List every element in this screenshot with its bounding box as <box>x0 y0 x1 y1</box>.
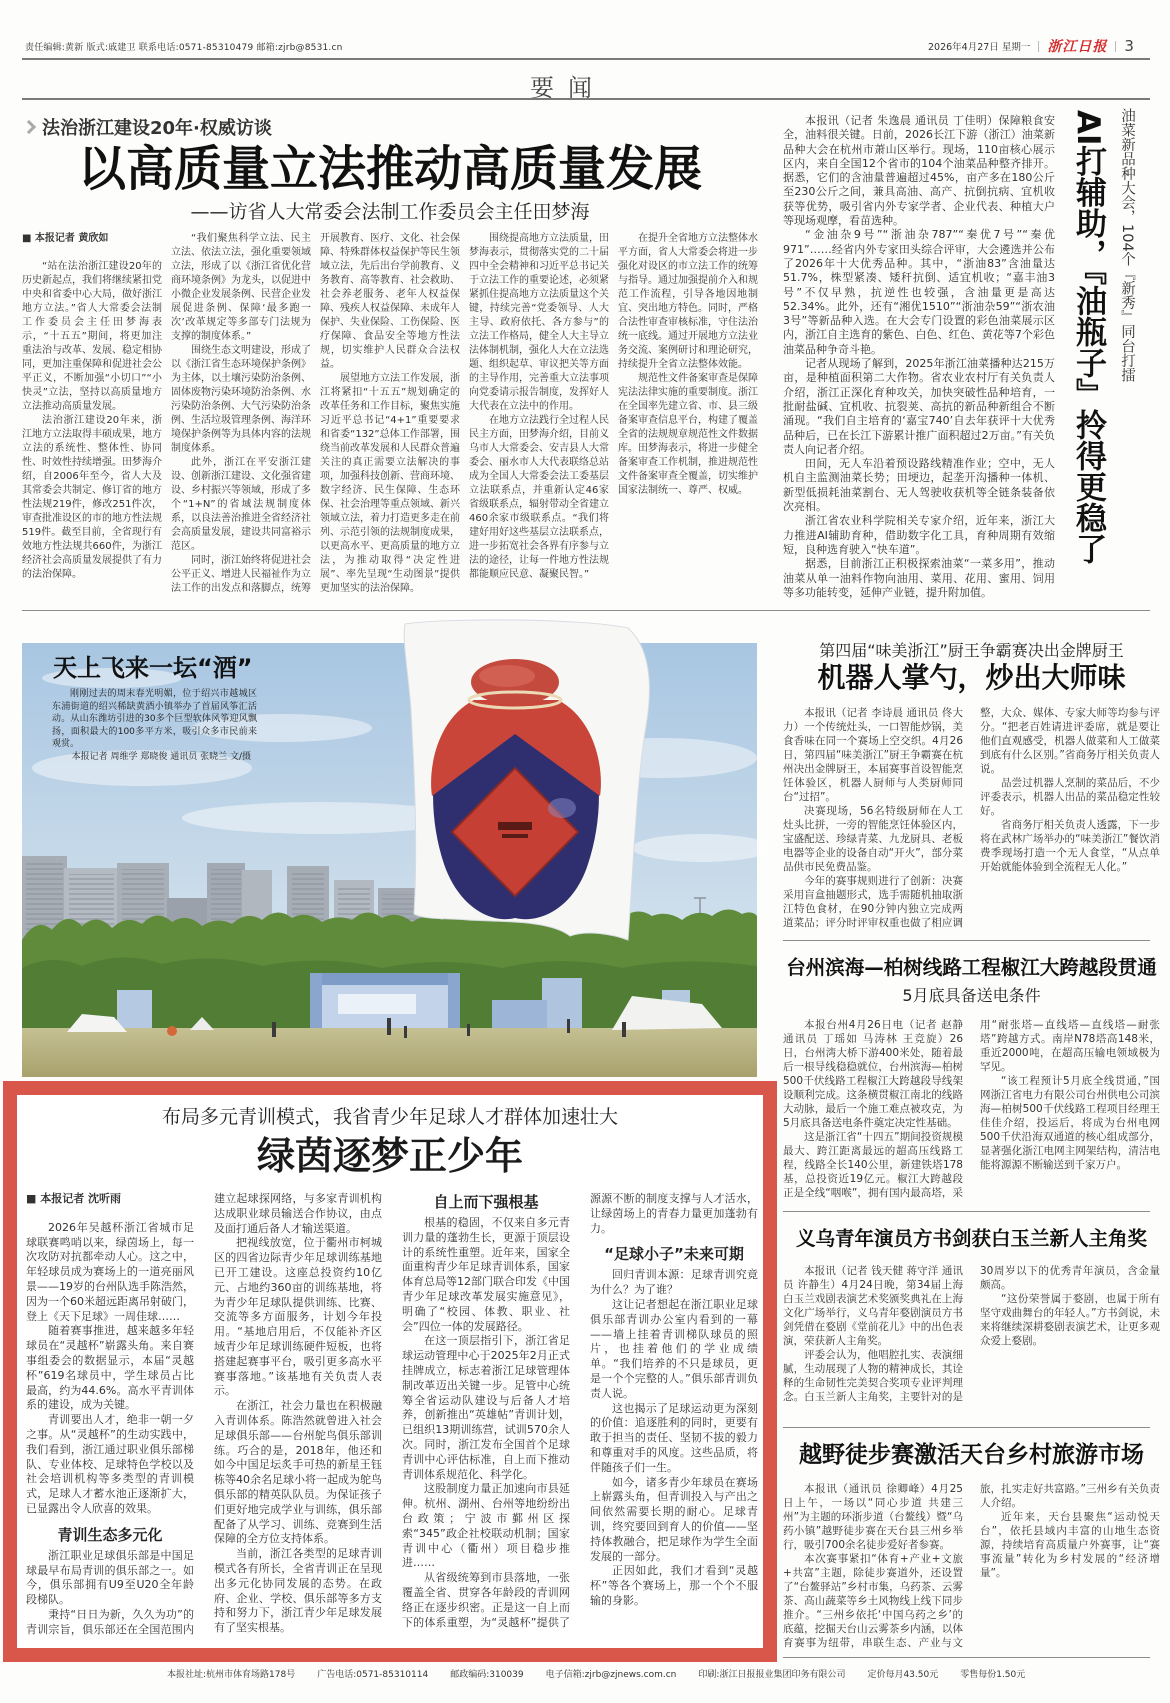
person <box>467 1024 470 1036</box>
jar-highlight <box>548 798 576 818</box>
lead-kicker <box>24 114 272 140</box>
lead-headline: 以高质量立法推动高质量发展 <box>77 141 702 197</box>
paragraph: “金油杂9号”“浙油杂787”“秦优7号”“秦优971”……经省内外专家田头综合评审，大会遴选并公布了2026年十大优秀品种。其中，“浙油83”含油量达51.7%，株型紧凑、矮秆抗倒、适宜机收；“嘉丰油3号”不仅早熟，抗逆性也较强，含油量更是高达52.34%。此外，还有“湘优1510”“浙油杂59”“浙农油3号”等新品种入选。在大会专门设置的彩色油菜展示区内，浙江自主选育的紫色、白色、红色、黄花等7个彩色油菜品种争奇斗艳。 <box>783 228 1055 356</box>
paragraph: 品尝过机器人烹制的菜品后，不少评委表示，机器人出品的菜品稳定性较好。 <box>980 777 1160 817</box>
photo-caption <box>52 688 257 763</box>
paragraph: 秉持“日日为新，久久为功”的青训宗旨，俱乐部还在全国范围内建立起球探网络，与多家青训机构达成职业球员输送合作协议，由点及面打通后备人才输送渠道。 <box>26 1192 382 1636</box>
paragraph: 青训要出人才，绝非一朝一夕之事。从“灵越杯”的生动实践中，我们看到，浙江通过职业俱乐部梯队、专业体校、足球特色学校以及社会培训机构等多类型的青训模式，足球人才蓄水池正逐渐扩大，已显露出令人欣喜的效果。 <box>26 1413 194 1515</box>
bottom-rule <box>783 1657 1150 1658</box>
person <box>404 1026 407 1038</box>
footer-monthly-price: 定价每月43.50元 <box>867 1670 939 1680</box>
section-subhead: 青训生态多元化 <box>57 1525 163 1544</box>
football-headline: 绿茵逐梦正少年 <box>256 1134 523 1178</box>
photo-title: 天上飞来一坛“酒” <box>53 654 253 682</box>
paragraph: 近年来，天台县聚焦“运动悦天台”，依托县域内丰富的山地生态资源，持续培育高质量户外赛事，让“赛事流量”转化为乡村发展的“经济增量”。 <box>980 1511 1160 1579</box>
actor-headline: 义乌青年演员方书剑获白玉兰新人主角奖 <box>795 1227 1147 1250</box>
booth <box>492 1000 547 1030</box>
paragraph: 把视线放宽，位于衢州市柯城区的四省边际青少年足球训练基地已开工建设。这座总投资约10亿元、占地约360亩的训练基地，将为青少年足球队提供训练、比赛、交流等多方面服务，计划今年投用。“基地启用后，不仅能补齐区域青少年足球训练硬件短板，也将搭建起赛事平台，吸引更多高水平赛事落地。”该基地有关负责人表示。 <box>214 1236 382 1398</box>
hiking-article-body <box>783 1482 1160 1650</box>
football-article-body <box>26 1192 758 1638</box>
section-subhead: “足球小子”未来可期 <box>604 1245 744 1264</box>
stage-post <box>310 973 322 1033</box>
person <box>272 1022 276 1037</box>
paragraph: 从省级统筹到市县落地，一张覆盖全省、贯穿各年龄段的青训网络正在逐步织密。正是这一自上而下的体系重塑，为“灵越杯”提供了源源不断的制度支撑与人才活水，让绿茵场上的青春力量更加蓬勃有力。 <box>402 1192 758 1629</box>
paragraph: 规范性文件备案审查是保障宪法法律实施的重要制度。浙江在全国率先建立省、市、县三级备案审查信息平台，构建了覆盖全省的法规规章规范性文件数据库。田梦海表示，将进一步健全备案审查工作机制，推进规范性文件备案审查全覆盖，切实维护国家法制统一、尊严、权威。 <box>618 373 758 496</box>
paper-logo: 浙江日报 <box>1047 39 1108 55</box>
paragraph: 本报讯（记者 李诗晨 通讯员 佟大力）一个传统灶头，一口智能炒锅，美食香味在同一个赛场上空交织。4月26日，第四届“味美浙江”厨王争霸赛在杭州决出金牌厨王，本届赛事首设智能烹饪体验区，机器人厨师与人类厨师同台“过招”。 <box>783 707 963 803</box>
paragraph: 在浙江，社会力量也在积极融入青训体系。陈浩然就曾进入社会足球俱乐部——台州鸵鸟俱乐部训练。巧合的是，2018年，他还和如今中国足坛炙手可热的新星王钰栋等40余名足球小将一起成为鸵鸟俱乐部的精英队队员。为保证孩子们更好地完成学业与训练，俱乐部配备了从学习、训练、竞赛到生活保障的全方位支持体系。 <box>214 1399 382 1546</box>
paragraph: 本报讯（通讯员 徐卿峰）4月25日上午，一场以“同心步道 共建三州”为主题的环浙步道（台鳌线）暨“乌药小镇”越野徒步赛在天台县三州乡举行，吸引700余名徒步爱好者参赛。 <box>783 1483 963 1551</box>
wine-jar-kite <box>404 620 649 940</box>
separator <box>1038 41 1039 52</box>
paragraph: 法治浙江建设20年来，浙江地方立法取得丰硕成果，地方立法的系统性、整体性、协同性、时效性持续增强。田梦海介绍，自2006年至今，省人大及其常委会共制定、修订省的地方性法规219件，修改251件次，审查批准设区的市的地方性法规519件。截至目前，全省现行有效地方性法规共660件，为浙江经济社会高质量发展提供了有力的法治保障。 <box>22 415 162 580</box>
paragraph: 围绕生态文明建设，形成了以《浙江省生态环境保护条例》为主体，以土壤污染防治条例、固体废物污染环境防治条例、水污染防治条例、大气污染防治条例、生活垃圾管理条例、海洋环境保护条例等为具体内容的法规制度体系。 <box>171 345 311 454</box>
grass-field <box>22 1028 757 1077</box>
paragraph: 这股制度力量正加速向市县延伸。杭州、湖州、台州等地纷纷出台政策；宁波市鄞州区探索“345”政企社校联动机制；国家青训中心（衢州）项目稳步推进…… <box>402 1482 570 1570</box>
paragraph: 本报讯（记者 朱逸晨 通讯员 丁佳明）保障粮食安全，油料很关键。日前，2026长江下游（浙江）油菜新品种大会在杭州市萧山区举行。现场，110亩核心展示区内，来自全国12个省市的104个油菜品种整齐排开。据悉，它们的含油量普遍超过45%，亩产多在180公斤至230公斤之间，兼具高油、高产、抗倒抗病、宜机收获等优势，吸引省内外专家学者、企业代表、种植大户等现场观摩，看苗选种。 <box>783 114 1055 228</box>
footer-retail-price: 零售每份1.50元 <box>960 1670 1026 1680</box>
lead-subheadline: ——访省人大常委会法制工作委员会主任田梦海 <box>190 201 590 223</box>
footer-email: 电子信箱:zjrb@zjnews.com.cn <box>545 1670 677 1680</box>
balloon <box>167 1026 177 1036</box>
caption-text: 刚刚过去的周末春光明媚，位于绍兴市越城区东浦街道的绍兴稀缺黄酒小镇举办了首届风筝汇活动。从山东潍坊引进的30多个巨型软体风筝迎风飘扬，面积最大的100多平方米，吸引众多市民前来观赏。 <box>52 689 257 749</box>
paragraph: 围绕提高地方立法质量，田梦海表示，贯彻落实党的二十届四中全会精神和习近平总书记关于立法工作的重要论述，必须紧紧抓住提高地方立法质量这个关键，持续完善“党委领导、人大主导、政府依托、各方参与”的立法工作格局，健全人大主导立法体制机制，强化人大在立法选题、组织起草、审议把关等方面的主导作用，完善重大立法事项向党委请示报告制度，发挥好人大代表在立法中的作用。 <box>469 233 609 412</box>
power-subheadline: 5月底具备送电条件 <box>902 986 1041 1005</box>
paragraph: 2026年吴越杯浙江省城市足球联赛鸣哨以来，绿茵场上，每一次攻防对抗都牵动人心。这之中，年轻球员成为赛场上的一道亮丽风景——19岁的台州队选手陈浩然，因为一个60米超远距离吊射破门，登上《天下足球》一周佳球…… <box>26 1220 194 1323</box>
hiking-headline: 越野徒步赛激活天台乡村旅游市场 <box>799 1442 1144 1468</box>
issue-date: 2026年4月27日 星期一 <box>928 42 1031 53</box>
paragraph: 同时，浙江始终将促进社会公平正义、增进人民福祉作为立法工作的出发点和落脚点，统筹开展教育、医疗、文化、社会保障、特殊群体权益保护等民生领域立法，先后出台学前教育、义务教育、高等教育、社会救助、社会养老服务、老年人权益保障、残疾人权益保障、未成年人保护、失业保险、工伤保险、医疗保障、食品安全等地方性法规，切实维护人民群众合法权益。 <box>171 233 460 594</box>
booth <box>542 978 582 1033</box>
page-number: 3 <box>1124 37 1134 55</box>
person <box>387 1018 391 1035</box>
chevron-right-icon <box>22 120 36 134</box>
footer-address: 本报社址:杭州市体育场路178号 <box>167 1670 296 1680</box>
paragraph: 随着赛事推进，越来越多年轻球员在“灵越杯”崭露头角。来自赛事组委会的数据显示，本届“灵越杯”619名球员中，学生球员占比最高，约为44.6%。高水平青训体系的建设，成为关键。 <box>26 1324 194 1412</box>
byline: ■ 本报记者 沈听雨 <box>26 1192 122 1205</box>
header-rule <box>22 58 1150 60</box>
football-kicker: 布局多元青训模式，我省青少年足球人才群体加速壮大 <box>161 1106 618 1128</box>
section-subhead: 自上而下强根基 <box>433 1193 539 1211</box>
kite-festival-photo <box>22 618 757 1077</box>
power-article-body <box>783 1018 1160 1200</box>
photo-credit: 本报记者 周维学 郑晓俊 通讯员 张晓兰 文/摄 <box>71 751 251 762</box>
person <box>622 1022 626 1037</box>
paragraph: 根基的稳固，不仅来自多元青训力量的蓬勃生长，更源于顶层设计的系统性重塑。近年来，国家全面重构青少年足球青训体系，国家体育总局等12部门联合印发《中国青少年足球改革发展实施意见》，明确了“校园、体教、职业、社会”四位一体的发展路径。 <box>402 1216 570 1333</box>
paragraph: 本报台州4月26日电（记者 赵静 通讯员 丁瑶如 马涛林 王竞旋）26日，台州湾大桥下游400米处，随着最后一根导线稳稳就位，台州滨海—柏树500千伏线路工程椒江大跨越段导线架设顺利完成。这条横贯椒江南北的线路大动脉，最后一个施工难点被攻克，为5月底具备送电条件奠定决定性基础。 <box>783 1019 963 1129</box>
paragraph: 此外，浙江在平安浙江建设、创新浙江建设、文化强省建设、乡村振兴等领域，形成了多个“1+N”的省域法规制度体系，以良法善治推进全省经济社会高质量发展，建设共同富裕示范区。 <box>171 457 311 552</box>
jar-label-mark <box>498 822 532 830</box>
paragraph: 展望地方立法工作发展，浙江将紧扣“十五五”规划确定的改革任务和工作目标，聚焦实施习近平总书记“4+1”重要要求和省委“132”总体工作部署，围绕当前改革发展和人民群众普遍关注的真正需要立法解决的事项，加强科技创新、营商环境、数字经济、民生保障、生态环保、社会治理等重点领域、新兴领域立法，着力打造更多走在前列、示范引领的法规制度成果，以更高水平、更高质量的地方立法，为推动取得“决定性进展”、率先呈现“生动图景”提供更加坚实的法治保障。 <box>320 373 460 594</box>
paragraph: 浙江职业足球俱乐部是中国足球最早布局青训的俱乐部之一。如今，俱乐部拥有U9至U20全年龄段梯队。 <box>26 1548 194 1607</box>
oilseed-kicker: 油菜新品种大会，104个『新秀』同台打擂 <box>1119 108 1135 383</box>
event-stage <box>310 973 460 1033</box>
paragraph: 据悉，目前浙江正积极探索油菜“一菜多用”，推动油菜从单一油料作物向油用、菜用、花用、蜜用、饲用等多功能转变，延伸产业链，提升附加值。 <box>783 557 1055 599</box>
paragraph: 正因如此，我们才看到“灵越杯”等各个赛场上，那一个个不服输的身影。 <box>590 1564 758 1607</box>
section-rule <box>22 98 1150 100</box>
paragraph: 今年的赛事规则进行了创新：决赛采用盲盒抽题形式，选手需随机抽取浙江特色食材，在90分钟内独立完成两道菜品；评分时评审权重也做了相应调整，大众、媒体、专家大师等均参与评分。“把老百姓请进评委席，就是要让他们直观感受，机器人做菜和人工做菜到底有什么区别。”省商务厅相关负责人说。 <box>783 707 1160 929</box>
imprint-footer <box>167 1667 1025 1680</box>
person <box>567 1019 570 1033</box>
power-headline: 台州滨海—柏树线路工程椒江大跨越段贯通 <box>786 956 1157 979</box>
paragraph: 这是浙江省“十四五”期间投资规模最大、跨江距离最远的超高压线路工程，线路全长140公里，新建铁塔178基，总投资近19亿元。椒江大跨越段正是全线“咽喉”，拥有国内最高塔，采用“耐张塔—直线塔—直线塔—耐张塔”跨越方式。南岸N78塔高148米，重近2000吨，在超高压输电领域极为罕见。 <box>783 1019 1160 1199</box>
paragraph: 这也揭示了足球运动更为深刻的价值：追逐胜利的同时，更要有敢于担当的责任、坚韧不拔的毅力和尊重对手的风度。这些品质，将伴随孩子们一生。 <box>590 1401 758 1474</box>
paragraph: “这份荣誉属于婺剧，也属于所有坚守戏曲舞台的年轻人。”方书剑说，未来将继续深耕婺剧表演艺术，让更多观众爱上婺剧。 <box>980 1293 1160 1347</box>
divider-rule <box>22 610 1150 611</box>
paragraph: 如今，诸多青少年球员在赛场上崭露头角，但青训投入与产出之间依然需要长期的耐心。足球青训，终究要回到育人的价值——坚持体教融合，把足球作为学生全面发展的一部分。 <box>590 1475 758 1563</box>
stage-truss <box>310 973 460 985</box>
paragraph: 决赛现场，56名特级厨师在人工灶头比拼，一旁的智能烹饪体验区内，宝盛配送、珍绿青菜、九龙厨具、老板电器等企业的设备自动“开火”，部分菜品供市民免费品鉴。 <box>783 805 963 873</box>
separator <box>1115 41 1116 52</box>
cloud <box>632 834 772 862</box>
stage-banner <box>338 994 416 1014</box>
section-title: 要闻 <box>530 74 606 102</box>
paragraph: 浙江省农业科学院相关专家介绍，近年来，浙江大力推进AI辅助育种，借助数字化工具，育种周期有效缩短，良种选育驶入“快车道”。 <box>783 514 1055 556</box>
paragraph: 本次赛事紧扣“体育+产业+文旅+共富”主题，除徒步赛道外，还设置了“台鳌驿站”乡村市集，乌药茶、云雾茶、高山蔬菜等乡土风物线上线下同步推介。“三州乡依托‘中国乌药之乡’的底蕴，挖掘天台山云雾茶乡内涵，以体育赛事为纽带，串联生态、产业与文旅，扎实走好共富路。”三州乡有关负责人介绍。 <box>783 1483 1160 1649</box>
paragraph: “该工程预计5月底全线贯通，”国网浙江省电力有限公司台州供电公司滨海—柏树500千伏线路工程项目经理王佳佳介绍，投运后，将成为台州电网500千伏沿海双通道的核心组成部分，显著强化浙江电网主网架结构，清洁电能将源源不断输送到千家万户。 <box>980 1075 1160 1171</box>
editor-info: 责任编辑:黄新 版式:戚建卫 联系电话:0571-85310479 邮箱:zjrb@8531.cn <box>25 43 343 53</box>
paragraph: 在提升全省地方立法整体水平方面，省人大常委会将进一步强化对设区的市立法工作的统筹与指导。通过加强提前介入和规范工作流程，引导各地因地制宜、突出地方特色。同时，严格合法性审查审核标准，守住法治统一底线。通过开展地方立法业务交流、案例研讨和理论研究，持续提升全省立法整体效能。 <box>618 233 758 370</box>
chef-headline: 机器人掌勺，炒出大师味 <box>817 661 1126 694</box>
footer-printer: 印刷:浙江日报报业集团印务有限公司 <box>698 1670 846 1680</box>
chef-article-body <box>783 706 1160 931</box>
paragraph: 在这一顶层指引下，浙江省足球运动管理中心于2025年2月正式挂牌成立，标志着浙江足球管理体制改革迈出关键一步。足管中心统筹全省运动队建设与后备人才培养，创新推出“英雄帖”青训计划，已组织13期训练营，试训570余人次。同时，浙江发布全国首个足球青训中心评估标准，自上而下推动青训体系规范化、科学化。 <box>402 1334 570 1481</box>
lead-kicker-text: 法治浙江建设20年·权威访谈 <box>42 118 272 139</box>
masthead-strip <box>928 36 1134 56</box>
oilseed-article-body <box>783 114 1055 599</box>
paragraph: “我们聚焦科学立法、民主立法、依法立法，强化重要领域立法，形成了以《浙江省优化营商环境条例》为龙头，以促进中小微企业发展条例、民营企业发展促进条例、保障‘最多跑一次’改革规定等多部专门法规为支撑的制度体系。” <box>171 233 311 342</box>
footer-postcode: 邮政编码:310039 <box>450 1670 524 1680</box>
paragraph: 在地方立法践行全过程人民民主方面，田梦海介绍，目前义乌市人大常委会、安吉县人大常委会、丽水市人大代表联络总站成为全国人大常委会法工委基层立法联系点，并重新认定46家省级联系点，辐射带动全省建立460余家市级联系点。“我们将建好用好这些基层立法联系点，进一步拓宽社会各界有序参与立法的途径，让每一件地方性法规都能顺应民意、凝聚民智。” <box>469 415 609 580</box>
actor-article-body <box>783 1264 1160 1418</box>
paragraph: 回归青训本源：足球青训究竟为什么？为了谁？ <box>590 1268 758 1297</box>
paragraph: 省商务厅相关负责人透露，下一步将在武林广场举办的“味美浙江”餐饮消费季现场打造一个无人食堂，“从点单开始就能体验到全流程无人化。” <box>980 819 1160 873</box>
divider-rule <box>783 1211 1150 1212</box>
paragraph: 当前，浙江各类型的足球青训模式各有所长，全省青训正在呈现出多元化协同发展的态势。在政府、企业、学校、俱乐部等多方支持和努力下，浙江青少年足球发展有了坚实根基。 <box>214 1547 382 1635</box>
paragraph: “站在法治浙江建设20年的历史新起点，我们将继续紧扣党中央和省委中心大局，做好浙江地方立法。”省人大常委会法制工作委员会主任田梦海表示，“十五五”期间，将更加注重法治与改革、发展、稳定相协同，更加注重保障和促进社会公平正义，不断加强“小切口”“小快灵”立法，坚持以高质量地方立法推动高质量发展。 <box>22 261 162 412</box>
footer-ad-phone: 广告电话:0571-85310114 <box>317 1670 429 1680</box>
jar-lid-highlight <box>479 665 535 687</box>
paragraph: 评委会认为，他唱腔扎实、表演细腻，生动展现了人物的精神成长，其诠释的生命韧性完美契合奖项专业评判理念。白玉兰新人主角奖，主要针对的是30周岁以下的优秀青年演员，含金量颇高。 <box>783 1265 1160 1403</box>
lead-article-body <box>22 232 758 602</box>
paragraph: 田间，无人车沿着预设路线精准作业；空中，无人机自主监测油菜长势；田埂边，起垄开沟播种一体机、新型低损耗油菜割台、无人驾驶收获机等全链条装备依次亮相。 <box>783 457 1055 514</box>
divider-rule <box>783 940 1150 941</box>
byline: ■ 本报记者 黄欣如 <box>22 233 109 244</box>
paragraph: 记者从现场了解到，2025年浙江油菜播种达215万亩，是种植面积第二大作物。省农业农村厅有关负责人介绍，浙江正深化育种攻关，加快突破性品种培育，一批耐盐碱、宜机收、抗裂荚、高抗的新品种新组合不断涌现。“我们自主培育的‘嘉宝740’自去年获评十大优秀品种后，已在长江下游累计推广面积超过2万亩。”有关负责人向记者介绍。 <box>783 357 1055 456</box>
oilseed-headline: AI打辅助，『油瓶子』拎得更稳了 <box>1070 110 1106 565</box>
jar-label-mark <box>502 834 528 838</box>
divider-rule <box>783 1427 1150 1428</box>
paragraph: 本报讯（记者 钱天健 蒋守洋 通讯员 许静生）4月24日晚，第34届上海白玉兰戏剧表演艺术奖颁奖典礼在上海文化广场举行，义乌青年婺剧演员方书剑凭借在婺剧《堂前花儿》中的出色表演，荣获新人主角奖。 <box>783 1265 963 1347</box>
paragraph: 这让记者想起在浙江职业足球俱乐部青训办公室内看到的一幕——墙上挂着青训梯队球员的照片，也挂着他们的学业成绩单。“我们培养的不只是球员，更是一个个完整的人。”俱乐部青训负责人说。 <box>590 1297 758 1400</box>
stage-post <box>448 973 460 1033</box>
chef-kicker: 第四届“味美浙江”厨王争霸赛决出金牌厨王 <box>819 641 1124 660</box>
